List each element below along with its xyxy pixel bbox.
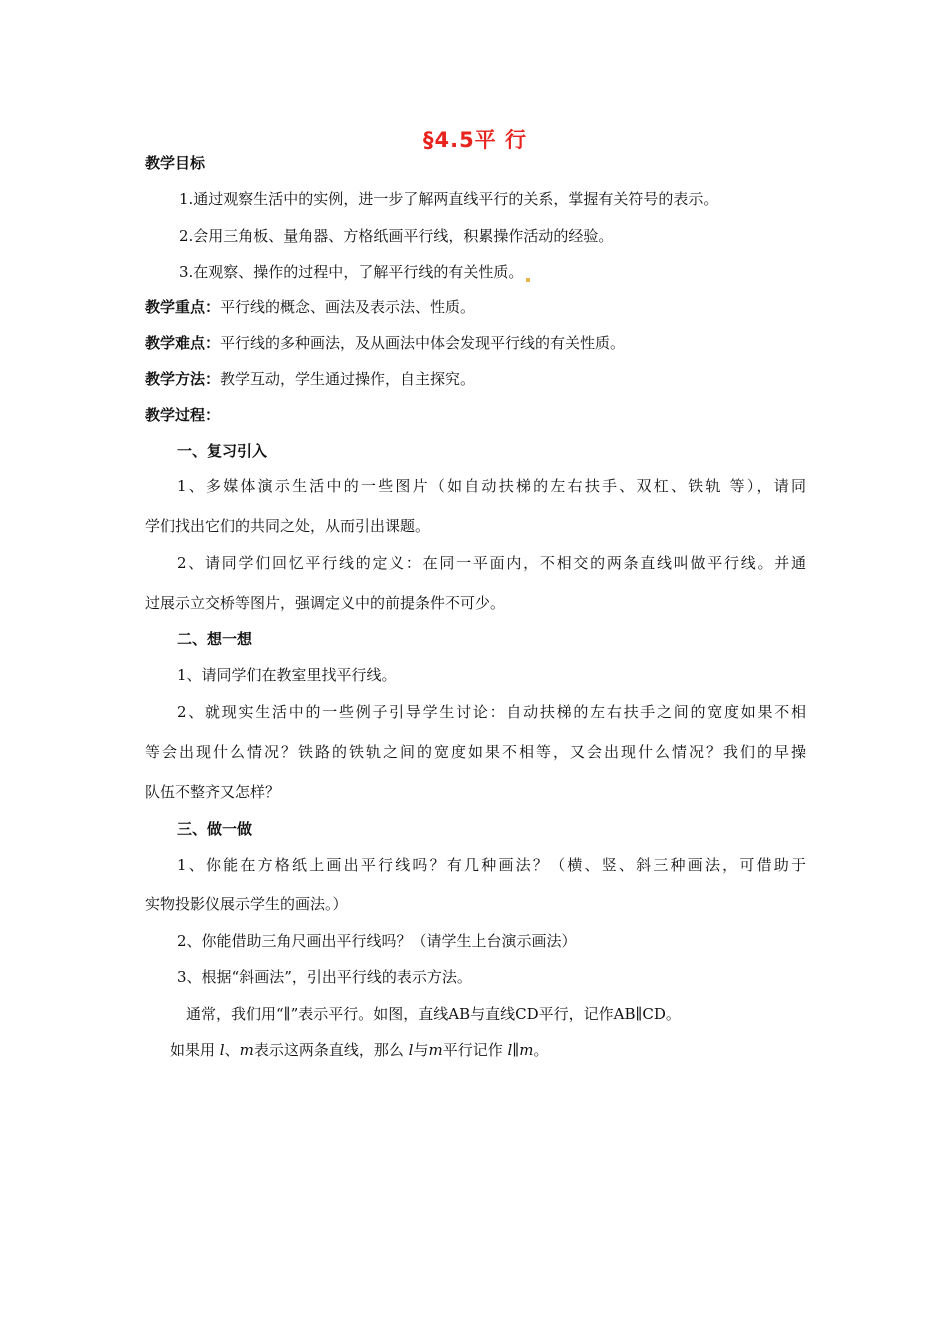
paragraph-line: 1、你能在方格纸上画出平行线吗？有几种画法？（横、竖、斜三种画法，可借助于 — [177, 856, 806, 874]
paragraph-line: 等会出现什么情况？铁路的铁轨之间的宽度如果不相等，又会出现什么情况？我们的早操 — [145, 743, 806, 761]
page-title: §4.5平 行 — [422, 128, 527, 152]
paragraph-line: 2、就现实生活中的一些例子引导学生讨论：自动扶梯的左右扶手之间的宽度如果不相 — [177, 703, 806, 721]
paragraph-line: 学们找出它们的共同之处，从而引出课题。 — [145, 517, 431, 535]
difficulties: 教学难点：平行线的多种画法，及从画法中体会发现平行线的有关性质。 — [145, 334, 626, 352]
key-points: 教学重点：平行线的概念、画法及表示法、性质。 — [145, 298, 476, 316]
notation-line: 通常，我们用“∥”表示平行。如图，直线AB与直线CD平行，记作AB∥CD。 — [186, 1005, 681, 1023]
section-heading: 一、复习引入 — [177, 442, 268, 460]
paragraph-line: 2、请同学们回忆平行线的定义：在同一平面内，不相交的两条直线叫做平行线。并通 — [177, 554, 806, 572]
paragraph-line: 过展示立交桥等图片，强调定义中的前提条件不可少。 — [145, 594, 506, 612]
paragraph-line: 队伍不整齐又怎样？ — [145, 783, 281, 801]
lm-notation-line: 如果用 l、m表示这两条直线，那么 l与m平行记作 l∥m。 — [170, 1041, 549, 1059]
paragraph-line: 2、你能借助三角尺画出平行线吗？（请学生上台演示画法） — [177, 932, 577, 950]
process-heading: 教学过程： — [145, 406, 221, 424]
paragraph-line: 3、根据“斜画法”，引出平行线的表示方法。 — [177, 968, 472, 986]
methods: 教学方法：教学互动，学生通过操作，自主探究。 — [145, 370, 476, 388]
objective-item: 3.在观察、操作的过程中，了解平行线的有关性质。 — [179, 262, 530, 282]
objectives-heading: 教学目标 — [145, 154, 206, 172]
paragraph-line: 1、请同学们在教室里找平行线。 — [177, 666, 397, 684]
objective-item: 1.通过观察生活中的实例，进一步了解两直线平行的关系，掌握有关符号的表示。 — [179, 190, 719, 208]
section-heading: 三、做一做 — [177, 820, 253, 838]
paragraph-line: 实物投影仪展示学生的画法。） — [145, 895, 348, 913]
paragraph-line: 1、多媒体演示生活中的一些图片（如自动扶梯的左右扶手、双杠、铁轨 等），请同 — [177, 477, 806, 495]
section-heading: 二、想一想 — [177, 630, 253, 648]
objective-item: 2.会用三角板、量角器、方格纸画平行线，积累操作活动的经验。 — [179, 227, 614, 245]
edit-mark — [526, 278, 530, 282]
